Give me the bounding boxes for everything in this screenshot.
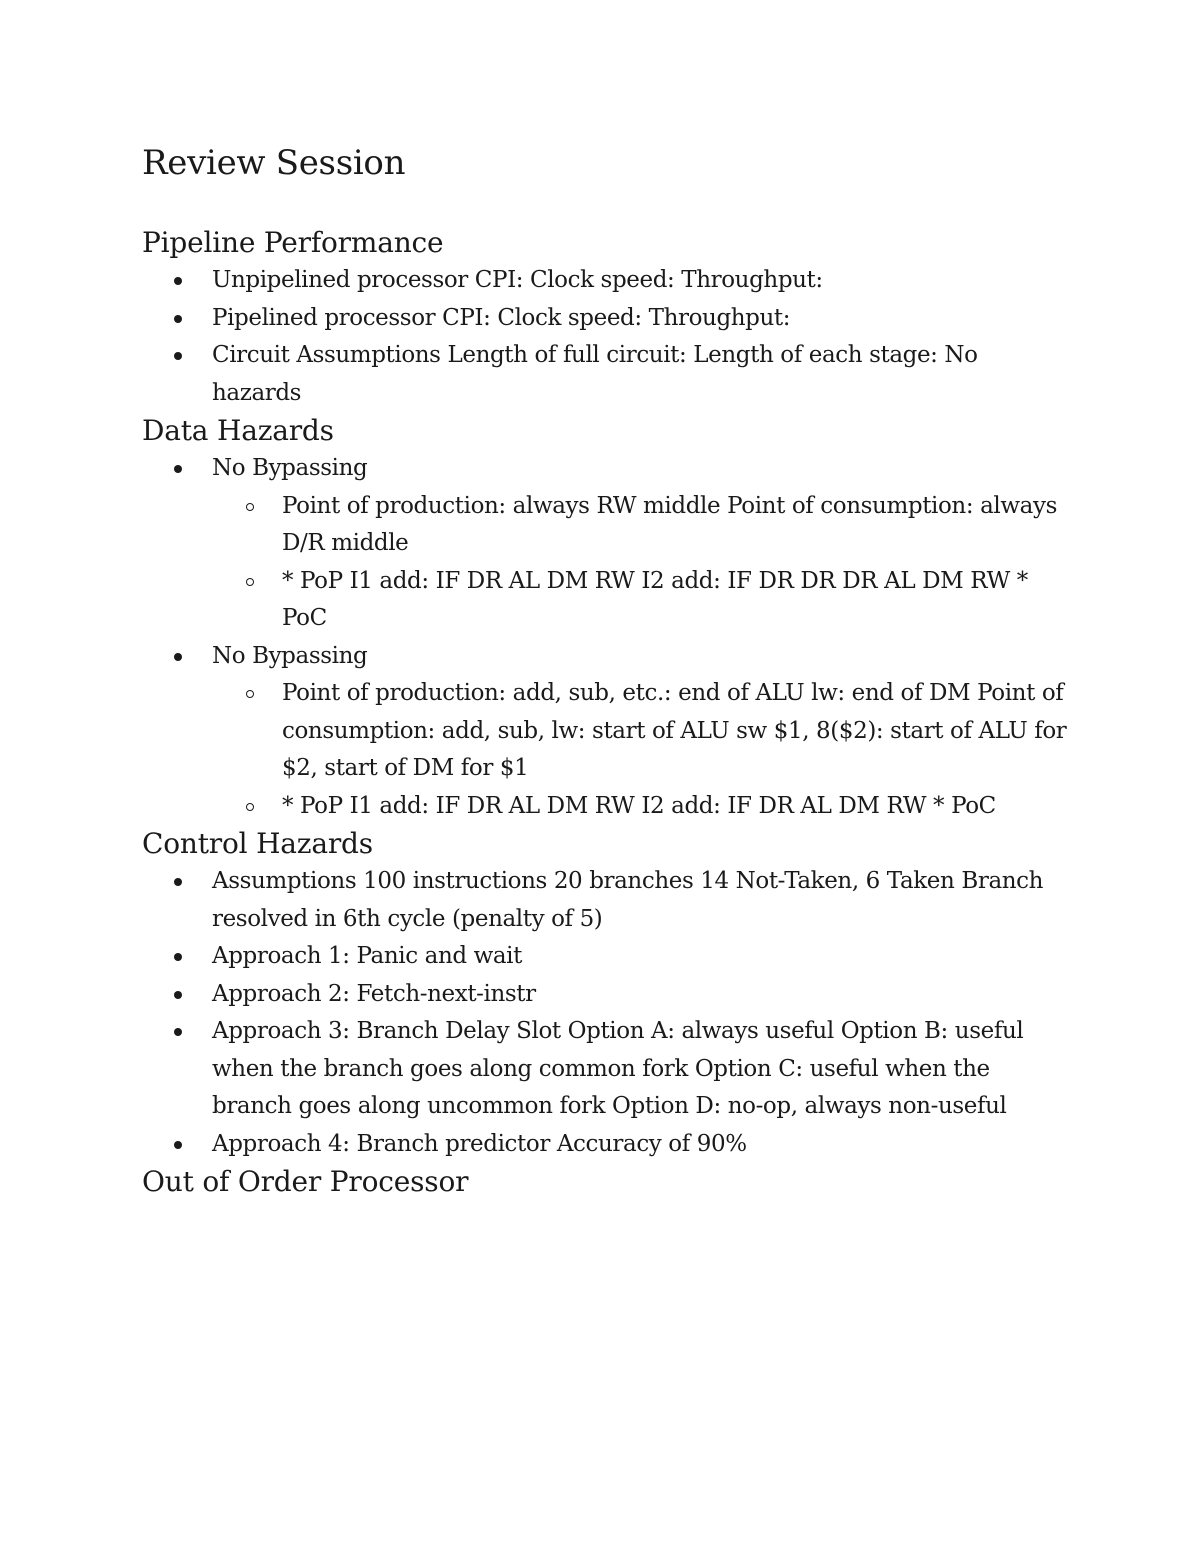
list-item	[142, 638, 1072, 826]
list-item	[142, 300, 1072, 338]
list-item	[142, 262, 1072, 300]
list-item	[142, 1013, 1072, 1126]
list-item	[142, 938, 1072, 976]
bullet-icon	[174, 315, 182, 323]
list-item	[142, 337, 1072, 412]
sub-list-item-text: * PoP I1 add: IF DR AL DM RW I2 add: IF DR DR DR AL DM RW * PoC	[282, 567, 1028, 631]
list-item-text: Assumptions 100 instructions 20 branches 14 Not-Taken, 6 Taken Branch resolved in 6th cycle (penalty of 5)	[212, 868, 1044, 932]
bullet-icon	[174, 277, 182, 285]
list-item-text: Unpipelined processor CPI: Clock speed: Throughput:	[212, 267, 823, 293]
hollow-bullet-icon	[246, 690, 254, 698]
bullet-icon	[174, 653, 182, 661]
bullet-icon	[174, 465, 182, 473]
sub-list-item-text: Point of production: add, sub, etc.: end of ALU lw: end of DM Point of consumption: add, sub, lw: start of ALU sw $1, 8($2): start of ALU for $2, start of DM for $1	[282, 680, 1067, 781]
list-item	[142, 976, 1072, 1014]
list-item-text: Circuit Assumptions Length of full circuit: Length of each stage: No hazards	[212, 342, 978, 406]
bullet-icon	[174, 1028, 182, 1036]
sub-list-item	[212, 675, 1072, 788]
bullet-icon	[174, 953, 182, 961]
bullet-icon	[174, 1141, 182, 1149]
data-hazards-list	[142, 450, 1072, 825]
section-heading-control-hazards: Control Hazards	[142, 827, 373, 860]
section-heading-data-hazards: Data Hazards	[142, 414, 334, 447]
list-item-text: No Bypassing	[212, 642, 368, 669]
list-item-text: Approach 2: Fetch-next-instr	[212, 980, 536, 1007]
bullet-icon	[174, 991, 182, 999]
list-item	[142, 863, 1072, 938]
sub-list	[142, 488, 1072, 638]
list-item	[142, 1126, 1072, 1164]
sub-list-item	[212, 788, 1072, 826]
list-item-text: Approach 1: Panic and wait	[212, 943, 522, 969]
control-hazards-list	[142, 863, 1072, 1163]
sub-list-item-text: * PoP I1 add: IF DR AL DM RW I2 add: IF DR AL DM RW * PoC	[282, 792, 996, 819]
bullet-icon	[174, 878, 182, 886]
sub-list-item	[212, 563, 1072, 638]
section-heading-out-of-order-processor: Out of Order Processor	[142, 1165, 469, 1198]
list-item-text: No Bypassing	[212, 455, 368, 481]
hollow-bullet-icon	[246, 503, 254, 511]
list-item-text: Approach 3: Branch Delay Slot Option A: always useful Option B: useful when the branch goes along common fork Option C: useful when the branch goes along uncommon fork Option D: no-op, always non-useful	[212, 1018, 1024, 1119]
bullet-icon	[174, 352, 182, 360]
hollow-bullet-icon	[246, 578, 254, 586]
document-page	[142, 140, 1072, 1201]
sub-list-item	[212, 488, 1072, 563]
pipeline-performance-list	[142, 262, 1072, 412]
section-heading-pipeline-performance: Pipeline Performance	[142, 226, 444, 259]
page-title: Review Session	[142, 143, 406, 183]
sub-list-item-text: Point of production: always RW middle Point of consumption: always D/R middle	[282, 492, 1057, 556]
list-item-text: Pipelined processor CPI: Clock speed: Throughput:	[212, 304, 791, 331]
hollow-bullet-icon	[246, 803, 254, 811]
sub-list	[142, 675, 1072, 825]
list-item	[142, 450, 1072, 638]
list-item-text: Approach 4: Branch predictor Accuracy of 90%	[212, 1130, 747, 1157]
